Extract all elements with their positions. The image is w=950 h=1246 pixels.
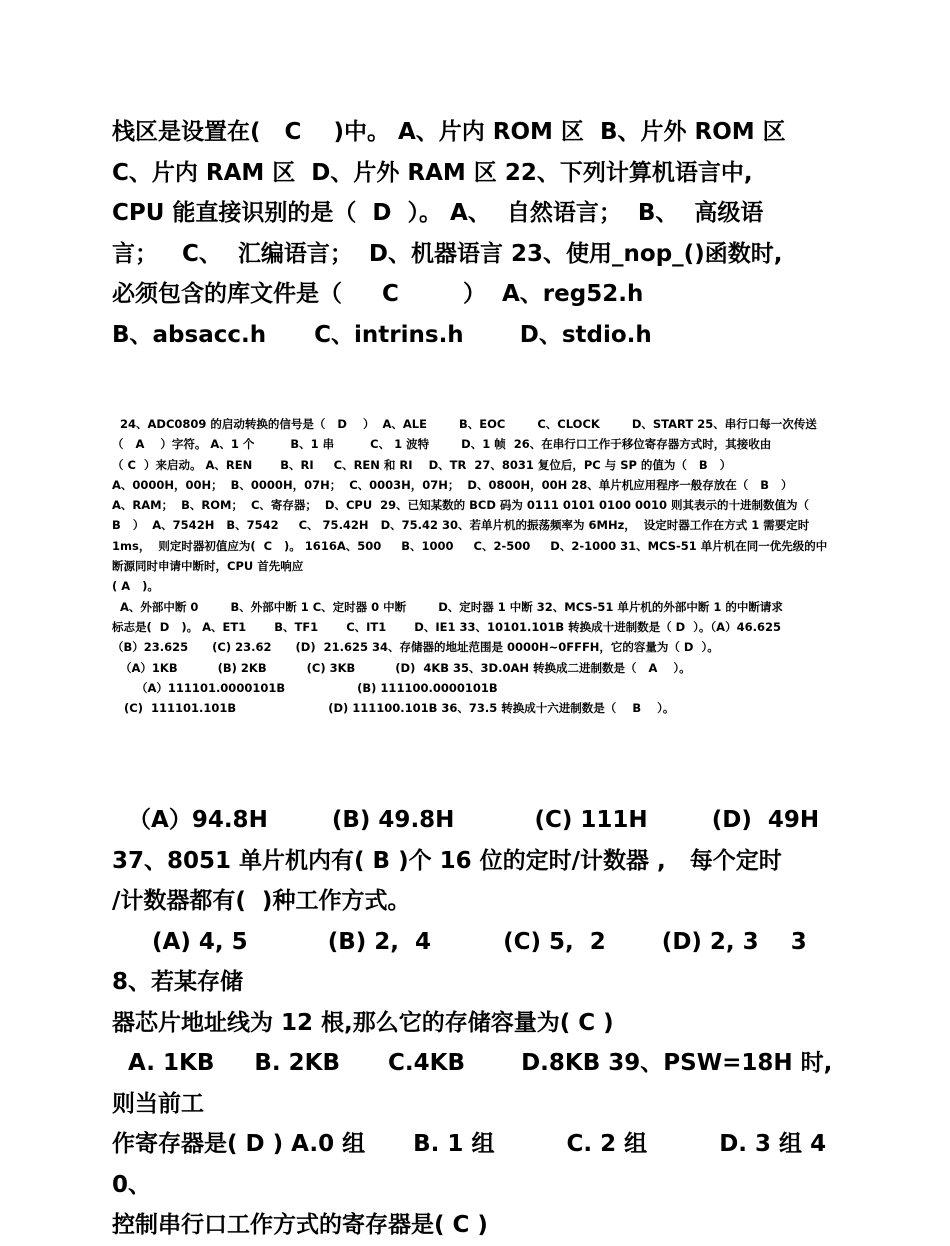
text-line: A、0000H，00H； B、0000H，07H； C、0003H，07H； D、0800H，00H 28、单片机应用程序一般存放在（ B ） <box>112 477 793 492</box>
text-line: （B）23.625 (C) 23.62 (D) 21.625 34、存储器的地址范围是 0000H~0FFFH，它的容量为（ D ）。 <box>112 640 719 655</box>
question-block-24-36 <box>112 414 842 718</box>
text-line: 控制串行口工作方式的寄存器是( C ) <box>112 1212 488 1238</box>
text-line: （A）111101.0000101B (B) 111100.0000101B <box>112 680 498 695</box>
text-line: 言； C、 汇编语言； D、机器语言 23、使用_nop_()函数时, <box>112 240 783 267</box>
text-line: CPU 能直接识别的是（ D ）。 A、 自然语言； B、 高级语 <box>112 200 764 226</box>
text-line: (A) 4, 5 (B) 2, 4 (C) 5, 2 (D) 2, 3 38、若某存储 <box>112 928 807 995</box>
text-line: 标志是( D )。 A、ET1 B、TF1 C、IT1 D、IE1 33、10101.101B 转换成十进制数是（ D ）。（A）46.625 <box>112 619 781 634</box>
text-line: （ A ）字符。 A、1 个 B、1 串 C、 1 波特 D、1 帧 26、在串行口工作于移位寄存器方式时，其接收由 <box>112 437 772 452</box>
text-line: B ） A、7542H B、7542 C、 75.42H D、75.42 30、若单片机的振荡频率为 6MHz， 设定时器工作在方式 1 需要定时 <box>112 518 810 533</box>
question-block-37-40 <box>112 800 842 1246</box>
text-line: A. 1KB B. 2KB C.4KB D.8KB 39、PSW=18H 时,则当前工 <box>112 1050 833 1117</box>
text-line: （A）1KB (B) 2KB (C) 3KB (D) 4KB 35、3D.0AH 转换成二进制数是（ A ）。 <box>112 660 691 675</box>
text-line: C、片内 RAM 区 D、片外 RAM 区 22、下列计算机语言中, <box>112 159 753 186</box>
text-line: 作寄存器是( D ) A.0 组 B. 1 组 C. 2 组 D. 3 组 40、 <box>112 1131 827 1198</box>
text-line: A、RAM； B、ROM； C、寄存器； D、CPU 29、已知某数的 BCD 码为 0111 0101 0100 0010 则其表示的十进制数值为（ <box>112 498 809 513</box>
text-line: 断源同时申请中断时，CPU 首先响应 <box>112 559 304 574</box>
text-line: (C) 111101.101B (D) 111100.101B 36、73.5 转换成十六进制数是（ B ）。 <box>112 701 675 716</box>
text-line: 必须包含的库文件是（ C ） A、reg52.h <box>112 281 644 307</box>
text-line: （ C ）来启动。 A、REN B、RI C、REN 和 RI D、TR 27、8031 复位后，PC 与 SP 的值为（ B ） <box>112 457 732 472</box>
text-line: 器芯片地址线为 12 根,那么它的存储容量为( C ) <box>112 1009 614 1036</box>
text-line: （A）94.8H (B) 49.8H (C) 111H (D) 49H <box>112 807 820 833</box>
text-line: /计数器都有( )种工作方式。 <box>112 888 411 914</box>
text-line: A、外部中断 0 B、外部中断 1 C、定时器 0 中断 D、定时器 1 中断 32、MCS-51 单片机的外部中断 1 的中断请求 <box>112 599 783 614</box>
text-line: 1ms， 则定时器初值应为( C )。 1616A、500 B、1000 C、2-500 D、2-1000 31、MCS-51 单片机在同一优先级的中 <box>112 538 828 553</box>
question-block-21-23 <box>112 112 842 355</box>
text-line: B、absacc.h C、intrins.h D、stdio.h <box>112 321 652 348</box>
text-line: 37、8051 单片机内有( B )个 16 位的定时/计数器 , 每个定时 <box>112 847 782 874</box>
text-line: ( A )。 <box>112 579 159 594</box>
text-line: 24、ADC0809 的启动转换的信号是（ D ） A、ALE B、EOC C、CLOCK D、START 25、串行口每一次传送 <box>112 417 817 431</box>
text-line: 栈区是设置在( C )中。 A、片内 ROM 区 B、片外 ROM 区 <box>112 119 786 145</box>
